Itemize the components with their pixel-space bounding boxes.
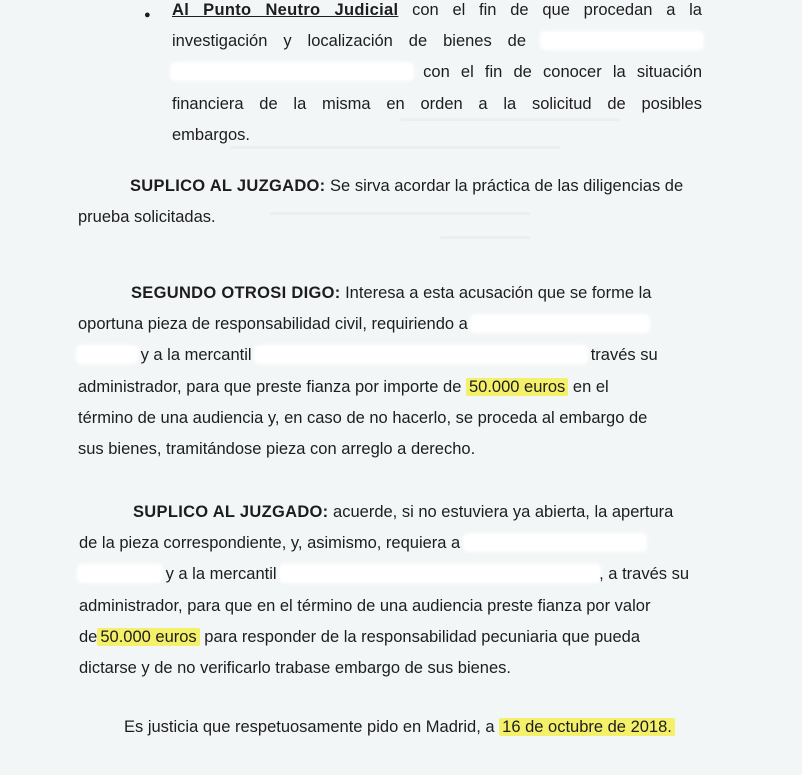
bullet-text-3: con el fin de conocer la situación [412,63,702,82]
otrosi-text-1: Interesa a esta acusación que se forme la [340,284,652,302]
suplico-paragraph-2 [79,497,715,684]
suplico-1-text-1: Se sirva acordar la práctica de las diligencias de [325,177,684,195]
suplico-paragraph-1 [78,171,712,233]
redaction-mark [542,33,702,48]
segundo-otrosi-paragraph [78,278,714,465]
otrosi-text-4: través su [586,346,658,365]
suplico-2-text-1: acuerde, si no estuviera ya abierta, la apertura [328,503,674,521]
suplico-2-text-6: de [79,627,98,646]
otrosi-text-8: sus bienes, tramitándose pieza con arreglo a derecho. [78,440,476,459]
suplico-2-text-8: dictarse y de no verificarlo trabase embargo de sus bienes. [79,659,511,678]
redaction-mark [256,347,586,362]
highlighted-amount: 50.000 euros [97,628,199,646]
suplico-2-text-5: administrador, para que en el término de una audiencia preste fianza por valor [79,596,651,615]
otrosi-text-3: y a la mercantil [136,346,252,365]
suplico-2-text-2: de la pieza correspondiente, y, asimismo, requiera a [79,534,461,553]
bullet-paragraph [172,0,702,151]
redaction-mark [281,566,599,581]
bullet-text-5: embargos. [172,125,250,144]
redaction-mark [465,535,645,550]
bullet-text-1: con el fin de que procedan a la [398,1,702,19]
punto-neutro-title: Al Punto Neutro Judicial [172,1,399,19]
segundo-otrosi-label: SEGUNDO OTROSI DIGO: [131,284,341,302]
suplico-2-text-4: , a través su [599,565,690,584]
otrosi-text-2: oportuna pieza de responsabilidad civil, requiriendo a [78,315,468,334]
suplico-2-text-3: y a la mercantil [161,565,277,584]
suplico-label: SUPLICO AL JUZGADO: [133,503,329,521]
bullet-text-2: investigación y localización de bienes de [172,32,527,51]
suplico-label: SUPLICO AL JUZGADO: [130,177,326,195]
otrosi-text-7: término de una audiencia y, en caso de no hacerlo, se proceda al embargo de [78,408,648,427]
bullet-dot: ● [144,9,151,21]
highlighted-amount: 50.000 euros [466,378,568,396]
bullet-text-4: financiera de la misma en orden a la solicitud de posibles [172,94,702,113]
redaction-mark [172,64,412,79]
closing-line [124,712,744,743]
bleed-through-mark [440,236,530,239]
redaction-mark [78,347,136,362]
highlighted-date: 16 de octubre de 2018. [499,718,675,736]
otrosi-text-5: administrador, para que preste fianza por importe de [78,377,462,396]
redaction-mark [79,566,161,581]
redaction-mark [472,316,648,331]
closing-text: Es justicia que respetuosamente pido en Madrid, a [124,718,500,736]
suplico-1-text-2: prueba solicitadas. [78,208,216,227]
suplico-2-text-7: para responder de la responsabilidad pecuniaria que pueda [199,627,641,646]
otrosi-text-6: en el [568,377,609,396]
